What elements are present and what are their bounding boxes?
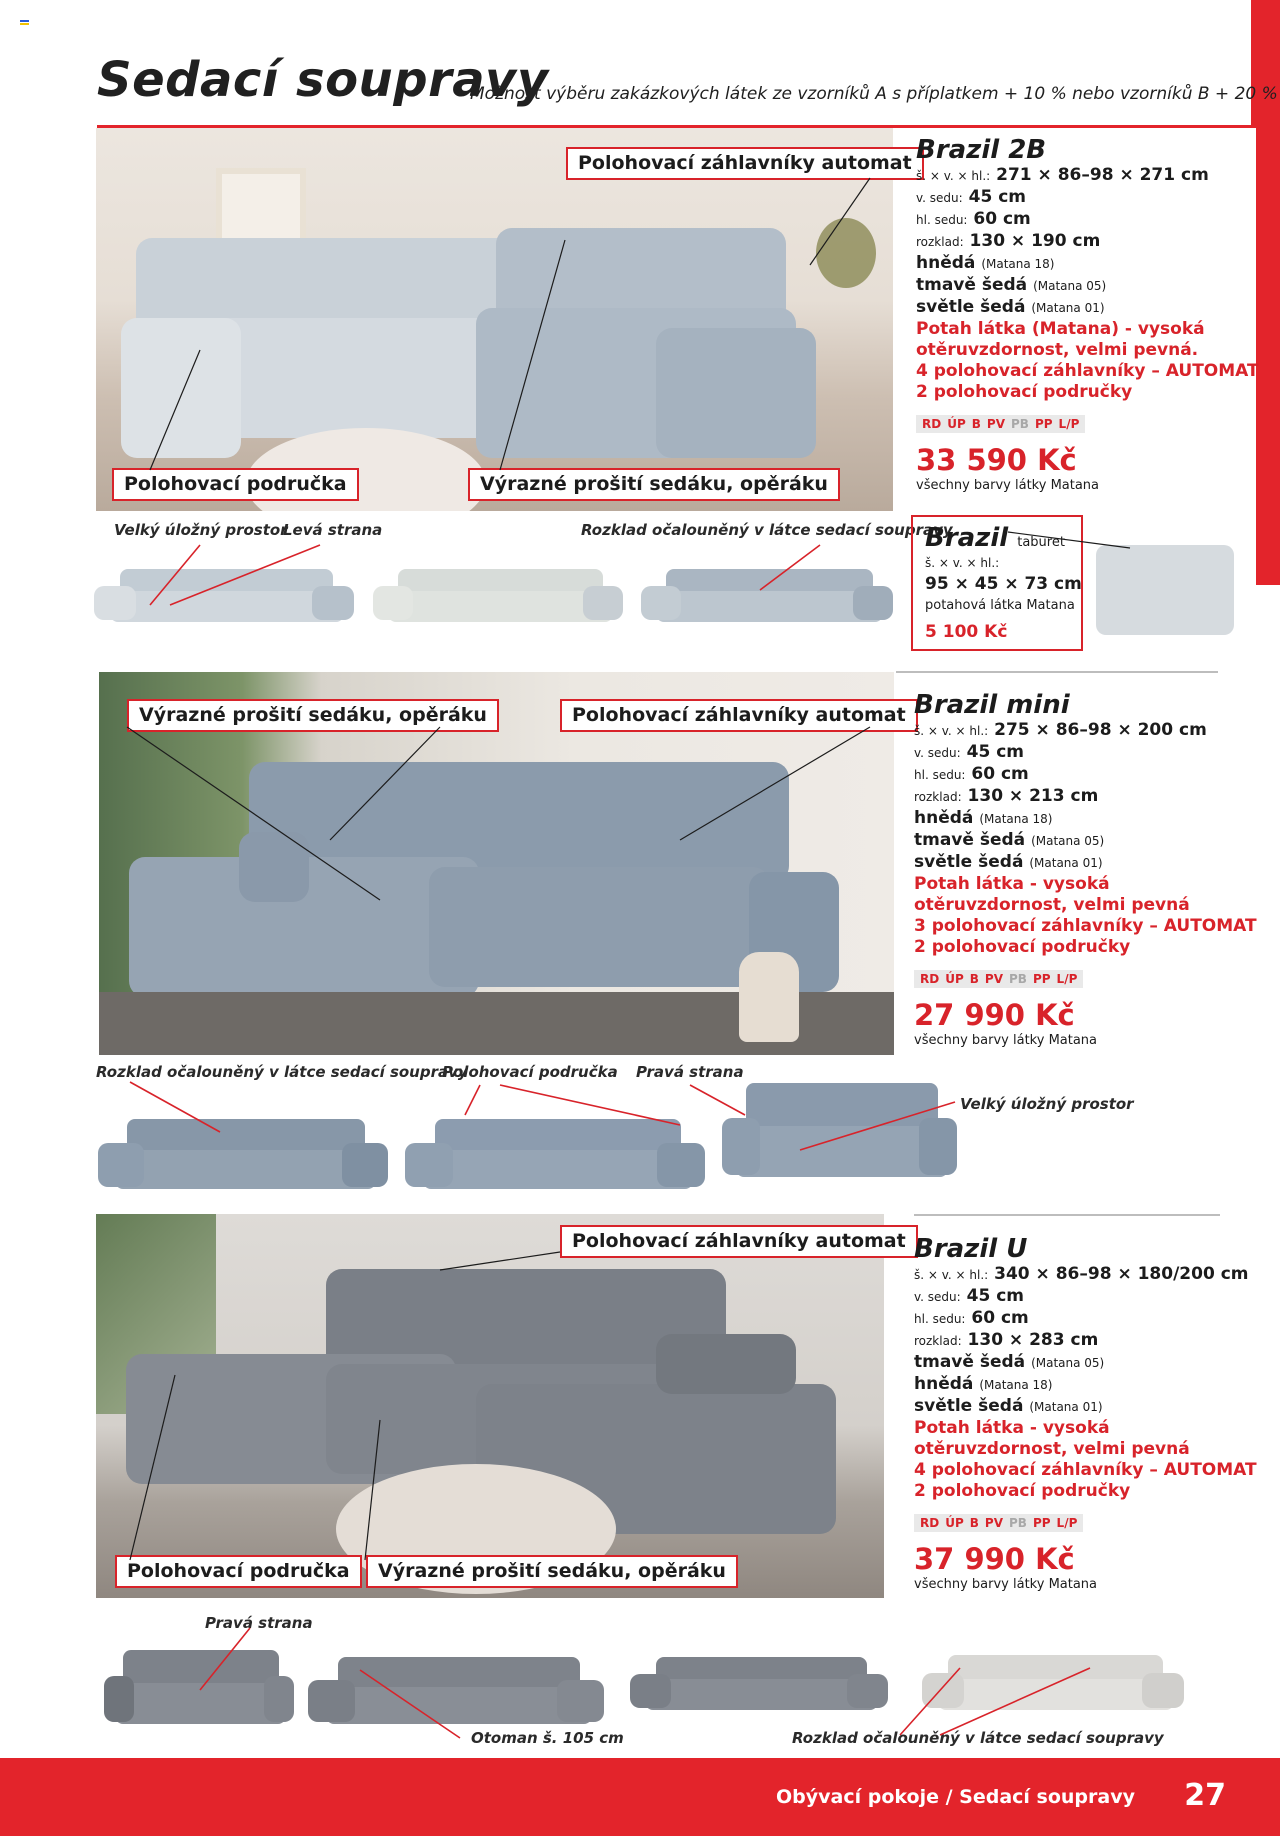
language-flag-icon [20,20,29,27]
page-footer [0,1758,1280,1836]
brazil-u-info: Brazil U š. × v. × hl.: 340 × 86–98 × 180/200 cm v. sedu: 45 cm hl. sedu: 60 cm rozklad: 130 × 283 cm tmavě šedá (Matana 05) hnědá (Matana 18) světle šedá (Matana 01) Potah látka - vysoká otěruvzdornost, velmi pevná 4 polohovací záhlavníky – AUTOMAT 2 polohovací područky RD ÚP B PV PB PP L/P 37 990 Kč všechny barvy látky Matana [914,1234,1257,1592]
caption-ottoman: Otoman š. 105 cm [471,1729,624,1747]
caption-storage: Velký úložný prostor [960,1095,1134,1113]
caption-bed: Rozklad očalouněný v látce sedací soupravy [96,1063,468,1081]
callout-stitching: Výrazné prošití sedáku, opěráku [468,468,840,501]
brazil-u-photo [96,1214,884,1598]
thumb-u-storage [104,1612,294,1732]
taburet-box: Brazil taburet š. × v. × hl.: 95 × 45 × 73 cm potahová látka Matana 5 100 Kč [911,515,1083,651]
caption-bed: Rozklad očalouněný v látce sedací soupravy [581,521,953,539]
callout-headrests: Polohovací záhlavníky automat [560,1225,918,1258]
product-name: Brazil mini [914,690,1070,720]
price: 37 990 Kč [914,1542,1075,1576]
thumb-u-ottoman [308,1622,604,1732]
caption-bed: Rozklad očalouněný v látce sedací soupravy [792,1729,1164,1747]
taburet-photo [1096,545,1234,635]
plant-decoration [816,218,876,288]
brazil-2b-info: Brazil 2B š. × v. × hl.: 271 × 86–98 × 271 cm v. sedu: 45 cm hl. sedu: 60 cm rozklad: 130 × 190 cm hnědá (Matana 18) tmavě šedá (Matana 05) světle šedá (Matana 01) Potah látka (Matana) - vysoká otěruvzdornost, velmi pevná. 4 polohovací záhlavníky – AUTOMAT 2 polohovací područky RD ÚP B PV PB PP L/P 33 590 Kč všechny barvy látky Matana [916,135,1259,493]
callout-headrests: Polohovací záhlavníky automat [566,147,924,180]
option-tags: RD ÚP B PV PB PP L/P [914,1514,1083,1532]
price-note: všechny barvy látky Matana [916,478,1100,493]
thumb-2b-left [373,540,623,630]
caption-armrest: Polohovací područka [442,1063,618,1081]
caption-right-side: Pravá strana [205,1614,313,1632]
callout-stitching: Výrazné prošití sedáku, opěráku [127,699,499,732]
callout-armrest: Polohovací područka [112,468,359,501]
thumb-mini-storage [722,1035,957,1185]
brazil-mini-info: Brazil mini š. × v. × hl.: 275 × 86–98 × 200 cm v. sedu: 45 cm hl. sedu: 60 cm rozklad: 130 × 213 cm hnědá (Matana 18) tmavě šedá (Matana 05) světle šedá (Matana 01) Potah látka - vysoká otěruvzdornost, velmi pevná 3 polohovací záhlavníky – AUTOMAT 2 polohovací područky RD ÚP B PV PB PP L/P 27 990 Kč všechny barvy látky Matana [914,690,1257,1048]
option-tags: RD ÚP B PV PB PP L/P [916,415,1085,433]
thumb-2b-storage [94,540,354,630]
page-title: Sedací soupravy [97,52,549,108]
vase-decoration [739,952,799,1042]
thumb-u-bed [922,1626,1184,1718]
page-number: 27 [1184,1778,1226,1813]
red-edge-stripe [1251,0,1256,128]
page-subtitle: Možnost výběru zakázkových látek ze vzorníků A s příplatkem + 10 % nebo vzorníků B + 20 % [470,84,1278,104]
callout-armrest: Polohovací područka [115,1555,362,1588]
thumb-u-front [630,1628,888,1718]
section-divider [914,1214,1220,1216]
footer-section-title: Obývací pokoje / Sedací soupravy [776,1786,1135,1808]
caption-storage: Velký úložný prostor [114,521,288,539]
brazil-2b-photo [96,128,893,511]
thumb-mini-bed [98,1082,388,1197]
caption-right-side: Pravá strana [636,1063,744,1081]
price-note: všechny barvy látky Matana [914,1577,1098,1592]
price-note: všechny barvy látky Matana [914,1033,1098,1048]
price: 33 590 Kč [916,443,1077,477]
thumb-mini-armrest [405,1082,705,1197]
option-tags: RD ÚP B PV PB PP L/P [914,970,1083,988]
thumb-2b-bed [641,540,893,630]
product-name: Brazil 2B [916,135,1047,165]
callout-stitching: Výrazné prošití sedáku, opěráku [366,1555,738,1588]
price: 27 990 Kč [914,998,1075,1032]
section-divider [896,671,1218,673]
callout-headrests: Polohovací záhlavníky automat [560,699,918,732]
product-name: Brazil U [914,1234,1028,1264]
caption-left-side: Levá strana [283,521,383,539]
